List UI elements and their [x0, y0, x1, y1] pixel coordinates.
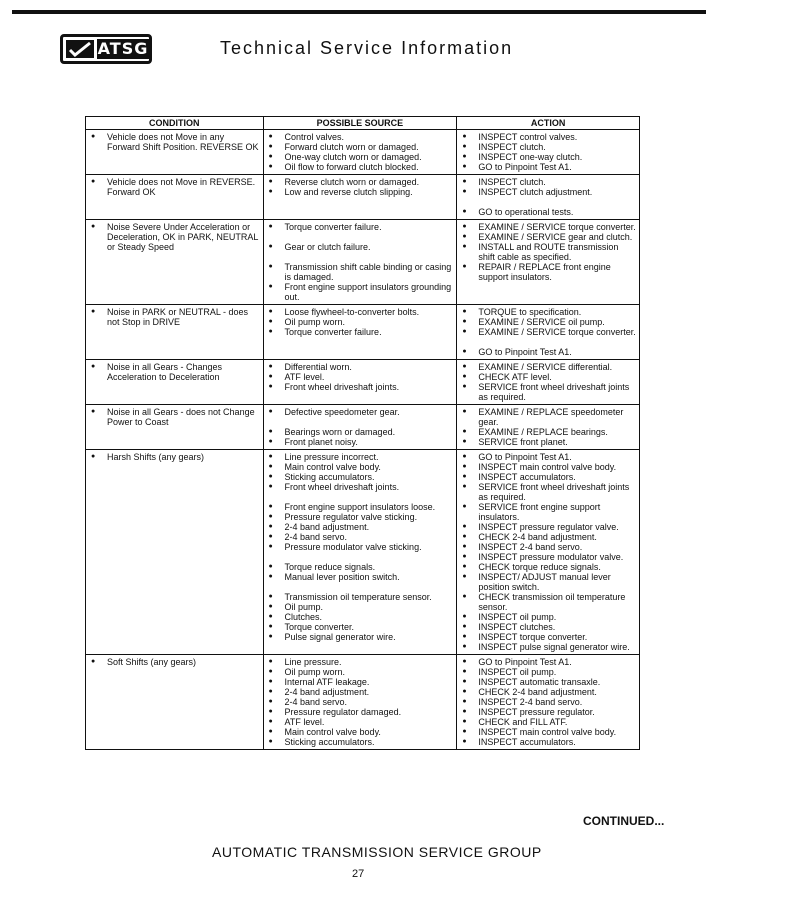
- source-item: ● One-way clutch worn or damaged.: [267, 152, 454, 162]
- action-item: ● INSPECT oil pump.: [460, 667, 636, 677]
- source-item: ● Torque converter failure.: [267, 327, 454, 337]
- action-item: ● CHECK torque reduce signals.: [460, 562, 636, 572]
- condition-cell: [86, 175, 264, 220]
- action-item: ● INSPECT pulse signal generator wire.: [460, 642, 636, 652]
- source-item: ● Gear or clutch failure.: [267, 242, 454, 252]
- condition-text: ● Noise in all Gears - does not Change Power to Coast: [89, 407, 260, 427]
- action-item: ● EXAMINE / SERVICE differential.: [460, 362, 636, 372]
- source-item: ● Pressure regulator damaged.: [267, 707, 454, 717]
- action-item: ● GO to Pinpoint Test A1.: [460, 347, 636, 357]
- condition-cell: [86, 405, 264, 450]
- source-cell: [263, 405, 457, 450]
- source-item: ● Pressure regulator valve sticking.: [267, 512, 454, 522]
- condition-text: ● Noise Severe Under Acceleration or Deceleration, OK in PARK, NEUTRAL or Steady Speed: [89, 222, 260, 252]
- source-item: ● Loose flywheel-to-converter bolts.: [267, 307, 454, 317]
- source-item: ● ATF level.: [267, 717, 454, 727]
- table-row: [86, 305, 640, 360]
- table-row: [86, 655, 640, 750]
- source-item: ● Main control valve body.: [267, 462, 454, 472]
- condition-text: ● Noise in PARK or NEUTRAL - does not Stop in DRIVE: [89, 307, 260, 327]
- action-item: ● INSPECT one-way clutch.: [460, 152, 636, 162]
- source-cell: [263, 655, 457, 750]
- action-item: ● GO to operational tests.: [460, 207, 636, 217]
- condition-cell: [86, 130, 264, 175]
- action-cell: [457, 450, 640, 655]
- page-title: Technical Service Information: [220, 38, 514, 58]
- action-item: ● SERVICE front engine support insulators.: [460, 502, 636, 522]
- action-item: ● EXAMINE / SERVICE oil pump.: [460, 317, 636, 327]
- source-item: ● Transmission oil temperature sensor.: [267, 592, 454, 602]
- condition-text: ● Vehicle does not Move in any Forward Shift Position. REVERSE OK: [89, 132, 260, 152]
- source-item: ● Defective speedometer gear.: [267, 407, 454, 417]
- source-item: ● Front engine support insulators grounding out.: [267, 282, 454, 302]
- source-item: ● Front wheel driveshaft joints.: [267, 482, 454, 492]
- continued-label: CONTINUED...: [583, 814, 665, 828]
- action-item: ● INSPECT torque converter.: [460, 632, 636, 642]
- condition-text: ● Noise in all Gears - Changes Acceleration to Deceleration: [89, 362, 260, 382]
- top-rule: [12, 10, 706, 14]
- source-item: ● Clutches.: [267, 612, 454, 622]
- footer-organization: AUTOMATIC TRANSMISSION SERVICE GROUP: [212, 844, 542, 860]
- source-cell: [263, 450, 457, 655]
- source-item: ● Line pressure.: [267, 657, 454, 667]
- action-item: ● INSPECT accumulators.: [460, 472, 636, 482]
- action-item: ● INSPECT pressure regulator valve.: [460, 522, 636, 532]
- source-item: ● 2-4 band servo.: [267, 697, 454, 707]
- action-item: ● INSPECT oil pump.: [460, 612, 636, 622]
- source-item: ● 2-4 band servo.: [267, 532, 454, 542]
- source-item: ● Differential worn.: [267, 362, 454, 372]
- action-item: ● INSPECT/ ADJUST manual lever position switch.: [460, 572, 636, 592]
- source-item: ● Manual lever position switch.: [267, 572, 454, 582]
- action-cell: [457, 220, 640, 305]
- action-item: ● INSPECT clutches.: [460, 622, 636, 632]
- logo-text: ATSG: [97, 39, 149, 58]
- source-item: ● Forward clutch worn or damaged.: [267, 142, 454, 152]
- action-item: ● INSPECT control valves.: [460, 132, 636, 142]
- source-item: ● Torque reduce signals.: [267, 562, 454, 572]
- action-item: ● CHECK and FILL ATF.: [460, 717, 636, 727]
- table-row: [86, 360, 640, 405]
- source-item: ● 2-4 band adjustment.: [267, 687, 454, 697]
- action-item: ● CHECK 2-4 band adjustment.: [460, 532, 636, 542]
- source-item: ● Low and reverse clutch slipping.: [267, 187, 454, 197]
- source-item: ● Sticking accumulators.: [267, 472, 454, 482]
- page-number: 27: [352, 868, 365, 880]
- source-item: ● Oil flow to forward clutch blocked.: [267, 162, 454, 172]
- source-item: ● Pulse signal generator wire.: [267, 632, 454, 642]
- source-item: ● Front wheel driveshaft joints.: [267, 382, 454, 392]
- source-item: ● Line pressure incorrect.: [267, 452, 454, 462]
- action-item: ● INSPECT 2-4 band servo.: [460, 542, 636, 552]
- diagnosis-table: [85, 116, 640, 750]
- table-row: [86, 450, 640, 655]
- action-item: ● CHECK ATF level.: [460, 372, 636, 382]
- source-item: ● Oil pump worn.: [267, 667, 454, 677]
- source-item: ● 2-4 band adjustment.: [267, 522, 454, 532]
- table-row: [86, 130, 640, 175]
- action-item: ● INSPECT clutch.: [460, 142, 636, 152]
- action-item: ● EXAMINE / SERVICE gear and clutch.: [460, 232, 636, 242]
- source-cell: [263, 130, 457, 175]
- condition-text: ● Soft Shifts (any gears): [89, 657, 260, 667]
- atsg-logo: [60, 34, 152, 64]
- table-row: [86, 175, 640, 220]
- action-cell: [457, 175, 640, 220]
- action-item: ● SERVICE front wheel driveshaft joints as required.: [460, 482, 636, 502]
- source-item: ● Torque converter failure.: [267, 222, 454, 232]
- action-item: ● SERVICE front planet.: [460, 437, 636, 447]
- condition-cell: [86, 220, 264, 305]
- condition-cell: [86, 655, 264, 750]
- action-item: ● EXAMINE / REPLACE speedometer gear.: [460, 407, 636, 427]
- source-item: ● Pressure modulator valve sticking.: [267, 542, 454, 552]
- source-item: ● Sticking accumulators.: [267, 737, 454, 747]
- action-item: ● INSPECT clutch adjustment.: [460, 187, 636, 197]
- source-item: ● Oil pump worn.: [267, 317, 454, 327]
- action-item: ● TORQUE to specification.: [460, 307, 636, 317]
- source-item: ● Transmission shift cable binding or casing is damaged.: [267, 262, 454, 282]
- action-cell: [457, 360, 640, 405]
- column-header-condition: CONDITION: [86, 117, 264, 130]
- column-header-possible-source: POSSIBLE SOURCE: [263, 117, 457, 130]
- condition-text: ● Vehicle does not Move in REVERSE. Forward OK: [89, 177, 260, 197]
- table-row: [86, 405, 640, 450]
- source-item: ● Control valves.: [267, 132, 454, 142]
- action-cell: [457, 405, 640, 450]
- action-item: ● SERVICE front wheel driveshaft joints as required.: [460, 382, 636, 402]
- action-item: ● INSPECT pressure regulator.: [460, 707, 636, 717]
- condition-cell: [86, 450, 264, 655]
- action-item: ● EXAMINE / SERVICE torque converter.: [460, 222, 636, 232]
- action-item: ● INSPECT clutch.: [460, 177, 636, 187]
- action-item: ● GO to Pinpoint Test A1.: [460, 162, 636, 172]
- action-item: ● CHECK 2-4 band adjustment.: [460, 687, 636, 697]
- action-cell: [457, 305, 640, 360]
- action-item: ● CHECK transmission oil temperature sensor.: [460, 592, 636, 612]
- source-cell: [263, 220, 457, 305]
- source-cell: [263, 175, 457, 220]
- action-cell: [457, 655, 640, 750]
- source-cell: [263, 305, 457, 360]
- table-header-row: [86, 117, 640, 130]
- action-item: ● REPAIR / REPLACE front engine support insulators.: [460, 262, 636, 282]
- action-item: ● GO to Pinpoint Test A1.: [460, 452, 636, 462]
- source-item: ● Oil pump.: [267, 602, 454, 612]
- action-item: ● INSPECT 2-4 band servo.: [460, 697, 636, 707]
- source-item: ● Front planet noisy.: [267, 437, 454, 447]
- column-header-action: ACTION: [457, 117, 640, 130]
- condition-text: ● Harsh Shifts (any gears): [89, 452, 260, 462]
- action-item: ● INSPECT accumulators.: [460, 737, 636, 747]
- condition-cell: [86, 305, 264, 360]
- action-item: ● INSPECT main control valve body.: [460, 727, 636, 737]
- source-item: ● Main control valve body.: [267, 727, 454, 737]
- source-item: ● Front engine support insulators loose.: [267, 502, 454, 512]
- condition-cell: [86, 360, 264, 405]
- table-row: [86, 220, 640, 305]
- action-item: ● INSPECT pressure modulator valve.: [460, 552, 636, 562]
- action-cell: [457, 130, 640, 175]
- action-item: ● INSTALL and ROUTE transmission shift cable as specified.: [460, 242, 636, 262]
- action-item: ● INSPECT automatic transaxle.: [460, 677, 636, 687]
- action-item: ● INSPECT main control valve body.: [460, 462, 636, 472]
- source-item: ● ATF level.: [267, 372, 454, 382]
- source-item: ● Torque converter.: [267, 622, 454, 632]
- source-item: ● Bearings worn or damaged.: [267, 427, 454, 437]
- checkmark-icon: [66, 40, 94, 58]
- source-item: ● Internal ATF leakage.: [267, 677, 454, 687]
- source-cell: [263, 360, 457, 405]
- action-item: ● EXAMINE / REPLACE bearings.: [460, 427, 636, 437]
- source-item: ● Reverse clutch worn or damaged.: [267, 177, 454, 187]
- action-item: ● GO to Pinpoint Test A1.: [460, 657, 636, 667]
- action-item: ● EXAMINE / SERVICE torque converter.: [460, 327, 636, 337]
